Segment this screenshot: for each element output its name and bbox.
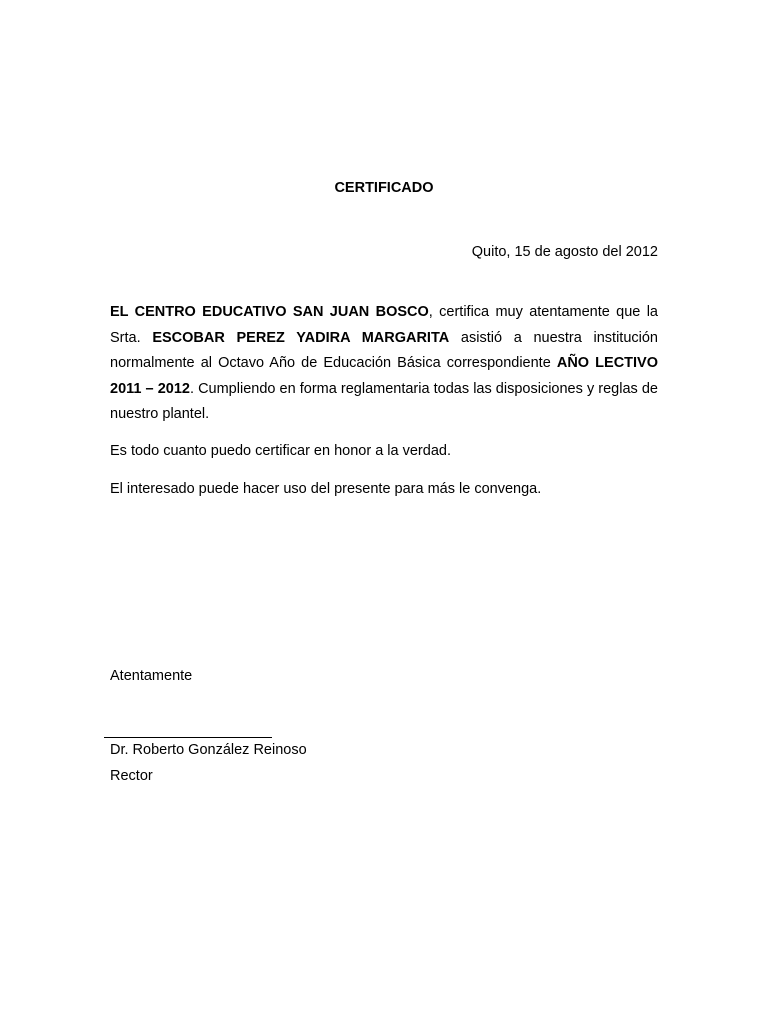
student-name: ESCOBAR PEREZ YADIRA MARGARITA (152, 329, 450, 346)
paragraph-text-1: , certifica muy atentamente que la Srta. (110, 304, 658, 346)
paragraph-text-3: . Cumpliendo en forma reglamentaria todas las disposiciones y reglas de nuestro plantel. (110, 380, 658, 422)
document-title: CERTIFICADO (334, 180, 434, 196)
signatory-role: Rector (110, 768, 153, 784)
signatory-name: Dr. Roberto González Reinoso (110, 742, 307, 758)
school-year: AÑO LECTIVO 2011 – 2012 (110, 355, 658, 397)
honor-statement: Es todo cuanto puedo certificar en honor a la verdad. (110, 443, 451, 459)
institution-name: EL CENTRO EDUCATIVO SAN JUAN BOSCO (110, 304, 429, 320)
certification-paragraph (110, 300, 658, 428)
paragraph-text-2: asistió a nuestra institución normalmente al Octavo Año de Educación Básica correspondiente (110, 329, 658, 371)
closing-salutation: Atentamente (110, 668, 193, 684)
signature-line (104, 737, 272, 738)
usage-statement: El interesado puede hacer uso del presente para más le convenga. (110, 481, 542, 497)
document-date: Quito, 15 de agosto del 2012 (471, 244, 658, 260)
